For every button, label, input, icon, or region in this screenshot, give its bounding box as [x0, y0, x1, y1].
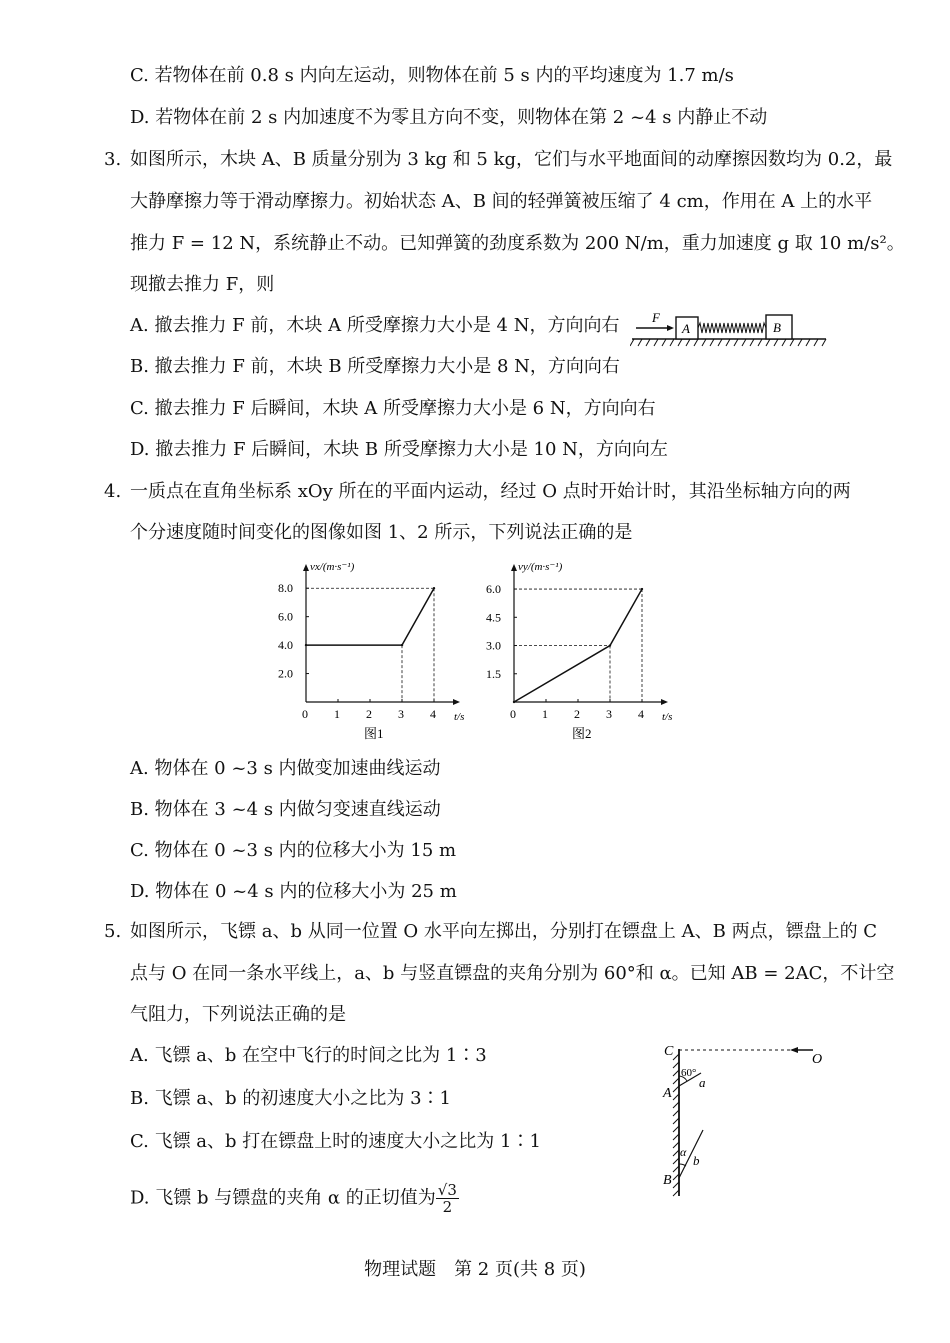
q3-option-b: B. 撤去推力 F 前，木块 B 所受摩擦力大小是 8 N，方向向右: [130, 356, 620, 377]
fraction-numerator: √3: [437, 1181, 457, 1199]
y-axis-label: vx/(m·s⁻¹): [310, 561, 355, 573]
data-point: [609, 644, 611, 646]
alpha-label: α: [680, 1145, 687, 1159]
y-tick-label: 3.0: [486, 638, 501, 653]
point-a-label: A: [663, 1086, 672, 1101]
q3-stem-line: 大静摩擦力等于滑动摩擦力。初始状态 A、B 间的轻弹簧被压缩了 4 cm，作用在 A 上的水平: [130, 191, 873, 212]
q4-option-a: A. 物体在 0 ~3 s 内做变加速曲线运动: [130, 758, 441, 779]
y-tick-label: 6.0: [278, 609, 293, 624]
x-tick-label: 0: [510, 707, 516, 721]
page-footer: 物理试题 第 2 页(共 8 页): [364, 1259, 586, 1280]
q2-option-c: C. 若物体在前 0.8 s 内向左运动，则物体在前 5 s 内的平均速度为 1.7 m/s: [130, 65, 734, 86]
block-b-label: B: [773, 320, 781, 335]
x-axis-arrow: [661, 699, 668, 705]
data-point: [513, 701, 515, 703]
chart-caption: 图1: [364, 726, 384, 740]
q3-spring-figure: [630, 306, 830, 354]
angle-60-label: 60°: [681, 1067, 697, 1079]
y-axis-arrow: [511, 564, 517, 571]
y-axis-label: vy/(m·s⁻¹): [518, 561, 563, 573]
point-b-label: B: [663, 1173, 672, 1188]
x-tick-label: 2: [366, 707, 372, 721]
y-tick-label: 6.0: [486, 582, 501, 597]
point-o-label: O: [812, 1052, 823, 1067]
q3-stem-line: 推力 F = 12 N，系统静止不动。已知弹簧的劲度系数为 200 N/m，重力加速度 g 取 10 m/s²。: [130, 233, 905, 254]
y-tick-label: 1.5: [486, 666, 501, 681]
block-a-label: A: [682, 321, 690, 336]
y-axis-arrow: [303, 564, 309, 571]
series-line-vx: [306, 588, 434, 645]
q2-option-d: D. 若物体在前 2 s 内加速度不为零且方向不变，则物体在第 2 ~4 s 内静止不动: [130, 107, 768, 128]
x-axis-arrow: [453, 699, 460, 705]
q5-dartboard-figure: [655, 1036, 830, 1204]
data-point: [641, 588, 643, 590]
dart-b-label: b: [693, 1153, 700, 1168]
chart-caption: 图2: [572, 726, 592, 740]
q5-option-b: B. 飞镖 a、b 的初速度大小之比为 3∶1: [130, 1088, 451, 1109]
x-tick-label: 3: [398, 707, 404, 721]
q3-option-a: A. 撤去推力 F 前，木块 A 所受摩擦力大小是 4 N，方向向右: [130, 315, 620, 336]
data-point: [401, 644, 403, 646]
q5-stem-line: 气阻力，下列说法正确的是: [130, 1004, 346, 1025]
x-tick-label: 4: [638, 707, 644, 721]
y-tick-label: 4.0: [278, 638, 293, 653]
q5-option-d-fraction: [436, 1182, 459, 1215]
q5-option-c: C. 飞镖 a、b 打在镖盘上时的速度大小之比为 1∶1: [130, 1131, 541, 1152]
x-tick-label: 1: [334, 707, 340, 721]
y-tick-label: 4.5: [486, 610, 501, 625]
x-tick-label: 0: [302, 707, 308, 721]
x-axis-label: t/s: [454, 711, 465, 723]
y-tick-label: 8.0: [278, 581, 293, 596]
data-point: [305, 644, 307, 646]
q4-stem-line: 一质点在直角坐标系 xOy 所在的平面内运动，经过 O 点时开始计时，其沿坐标轴方向的两: [130, 481, 851, 502]
q3-stem-line: 如图所示，木块 A、B 质量分别为 3 kg 和 5 kg，它们与水平地面间的动摩擦因数均为 0.2，最: [130, 149, 893, 170]
q4-number: 4.: [104, 481, 122, 502]
point-c-label: C: [664, 1044, 674, 1059]
q3-option-d: D. 撤去推力 F 后瞬间，木块 B 所受摩擦力大小是 10 N，方向向左: [130, 439, 668, 460]
q5-stem-line: 如图所示，飞镖 a、b 从同一位置 O 水平向左掷出，分别打在镖盘上 A、B 两点，镖盘上的 C: [130, 921, 878, 942]
q4-option-b: B. 物体在 3 ~4 s 内做匀变速直线运动: [130, 799, 441, 820]
q3-number: 3.: [104, 149, 122, 170]
x-tick-label: 2: [574, 707, 580, 721]
x-tick-label: 4: [430, 707, 436, 721]
x-axis-label: t/s: [662, 711, 673, 723]
q3-option-c: C. 撤去推力 F 后瞬间，木块 A 所受摩擦力大小是 6 N，方向向右: [130, 398, 656, 419]
q4-option-d: D. 物体在 0 ~4 s 内的位移大小为 25 m: [130, 881, 457, 902]
y-tick-label: 2.0: [278, 666, 293, 681]
q4-chart-vy: [478, 556, 678, 740]
spring: [698, 323, 766, 333]
fraction-denominator: 2: [442, 1198, 453, 1216]
q5-option-d-text: D. 飞镖 b 与镖盘的夹角 α 的正切值为: [130, 1187, 436, 1209]
q4-option-c: C. 物体在 0 ~3 s 内的位移大小为 15 m: [130, 840, 457, 861]
data-point: [433, 587, 435, 589]
q5-option-a: A. 飞镖 a、b 在空中飞行的时间之比为 1∶3: [130, 1045, 487, 1066]
q5-option-d: [130, 1182, 459, 1215]
x-tick-label: 3: [606, 707, 612, 721]
arrow-icon: [790, 1047, 798, 1053]
q3-stem-line: 现撤去推力 F，则: [130, 274, 275, 295]
q5-number: 5.: [104, 921, 122, 942]
q4-stem-line: 个分速度随时间变化的图像如图 1、2 所示，下列说法正确的是: [130, 522, 633, 543]
x-tick-label: 1: [542, 707, 548, 721]
force-label: F: [652, 310, 660, 325]
dart-a-label: a: [699, 1075, 706, 1090]
q5-stem-line: 点与 O 在同一条水平线上，a、b 与竖直镖盘的夹角分别为 60°和 α。已知 AB = 2AC，不计空: [130, 963, 895, 984]
series-line-vy: [514, 589, 642, 702]
q4-chart-vx: [270, 556, 470, 740]
